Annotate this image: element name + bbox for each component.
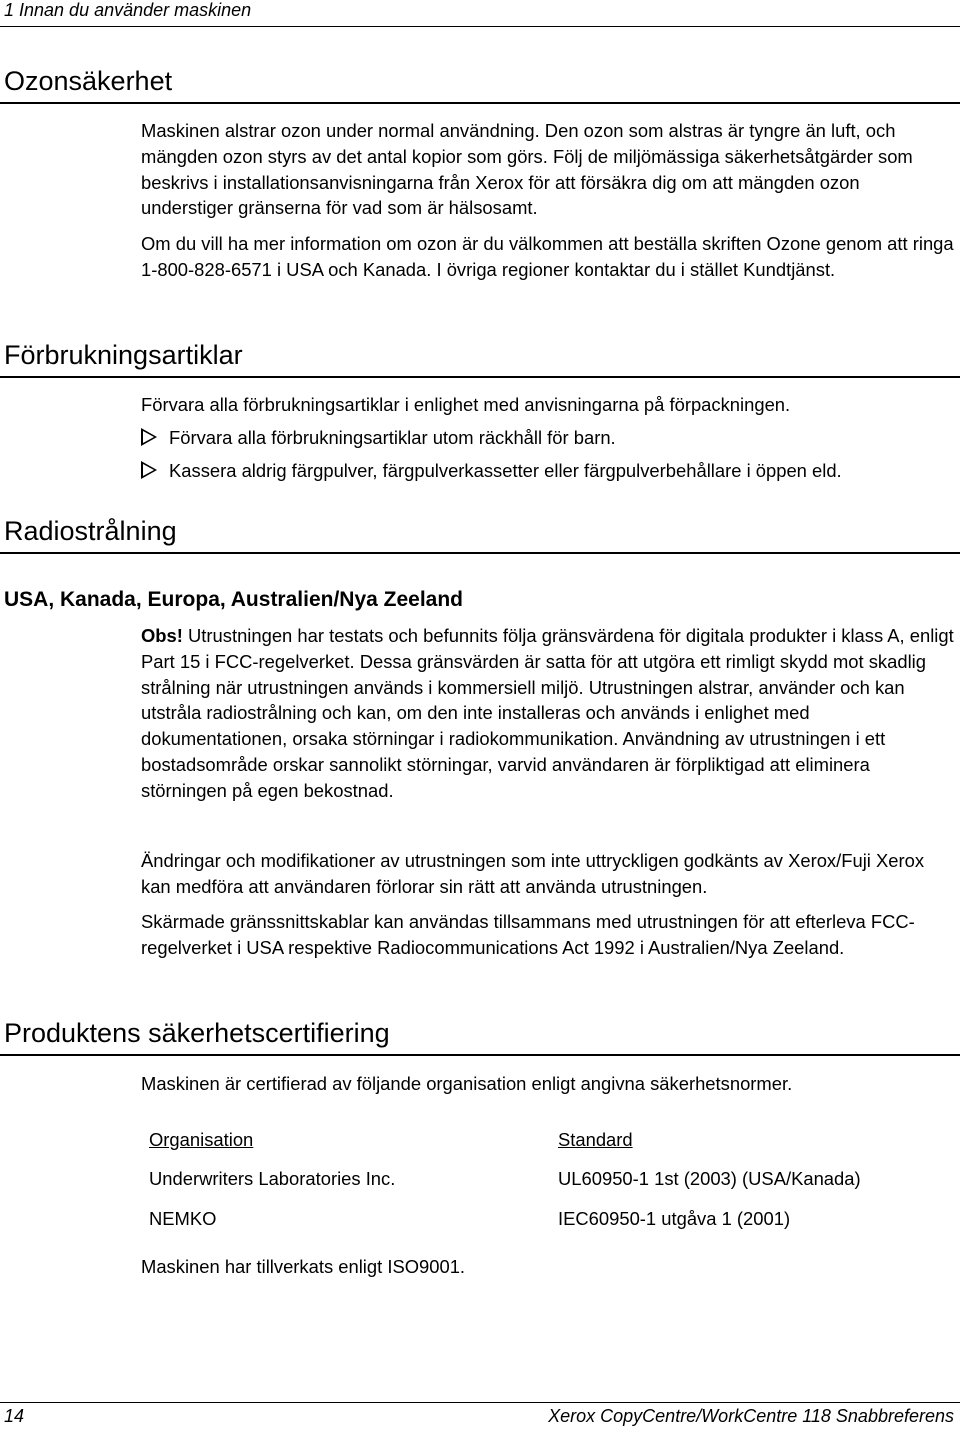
column-header-organisation: Organisation <box>149 1129 254 1150</box>
chapter-title: 1 Innan du använder maskinen <box>4 0 252 20</box>
table-cell-org: Underwriters Laboratories Inc. <box>149 1168 396 1189</box>
list-item <box>141 458 959 484</box>
radio-subtitle: USA, Kanada, Europa, Australien/Nya Zeeland <box>4 588 464 611</box>
section-rule <box>0 1054 960 1056</box>
section-rule <box>0 102 960 104</box>
header-rule <box>0 26 960 27</box>
column-header-standard: Standard <box>558 1129 633 1150</box>
section-title-certification: Produktens säkerhetscertifiering <box>4 1018 390 1048</box>
table-cell-std: UL60950-1 1st (2003) (USA/Kanada) <box>558 1168 861 1189</box>
triangle-bullet-icon <box>141 461 157 479</box>
table-cell-std: IEC60950-1 utgåva 1 (2001) <box>558 1208 791 1229</box>
supplies-intro: Förvara alla förbrukningsartiklar i enlighet med anvisningarna på förpackningen. <box>141 394 791 415</box>
table-cell-org: NEMKO <box>149 1208 217 1229</box>
note-label: Obs! <box>141 625 183 646</box>
ozone-paragraph-2: Om du vill ha mer information om ozon är du välkommen att beställa skriften Ozone genom att ringa 1-800-828-6571 i USA och Kanada. I övriga regioner kontaktar du i stället Kundtjänst. <box>141 233 954 280</box>
section-title-ozone: Ozonsäkerhet <box>4 66 173 96</box>
page-number: 14 <box>4 1406 25 1426</box>
radio-paragraph-2: Ändringar och modifikationer av utrustningen som inte uttryckligen godkänts av Xerox/Fuji Xerox kan medföra att användaren förlorar sin rätt att använda utrustningen. <box>141 850 925 897</box>
section-title-radio: Radiostrålning <box>4 516 177 546</box>
certification-intro: Maskinen är certifierad av följande organisation enligt angivna säkerhetsnormer. <box>141 1073 793 1094</box>
note-text: Utrustningen har testats och befunnits följa gränsvärdena för digitala produkter i klass A, enligt Part 15 i FCC-regelverket. Dessa gränsvärden är satta för att utgöra ett rimligt skydd mot skadlig strålning när utrustningen används i kommersiell miljö. Utrustningen alstrar, använder och kan utstråla radiostrålning och kan, om den inte installeras och används i enlighet med dokumentationen, orsaka störningar i radiokommunikation. Användning av utrustningen i ett bostadsområde orskar sannolikt störningar, varvid användaren är förpliktigad att eliminera störningen på egen bekostnad. <box>141 625 954 801</box>
bullet-text: Förvara alla förbrukningsartiklar utom räckhåll för barn. <box>169 427 616 448</box>
section-title-supplies: Förbrukningsartiklar <box>4 340 243 370</box>
list-item <box>141 425 959 451</box>
triangle-bullet-icon <box>141 428 157 446</box>
product-name: Xerox CopyCentre/WorkCentre 118 Snabbreferens <box>548 1406 954 1426</box>
certification-footer-note: Maskinen har tillverkats enligt ISO9001. <box>141 1256 466 1277</box>
radio-paragraph-3: Skärmade gränssnittskablar kan användas tillsammans med utrustningen för att efterleva FCC-regelverket i USA respektive Radiocommunications Act 1992 i Australien/Nya Zeeland. <box>141 911 915 958</box>
bullet-text: Kassera aldrig färgpulver, färgpulverkassetter eller färgpulverbehållare i öppen eld. <box>169 460 842 481</box>
section-rule <box>0 552 960 554</box>
radio-note <box>141 623 956 804</box>
footer-rule <box>0 1402 960 1403</box>
ozone-paragraph-1: Maskinen alstrar ozon under normal användning. Den ozon som alstras är tyngre än luft, och mängden ozon styrs av det antal kopior som görs. Följ de miljömässiga säkerhetsåtgärder som beskrivs i installationsanvisningarna från Xerox för att försäkra dig om att mängden ozon understiger gränserna för vad som är hälsosamt. <box>141 120 913 219</box>
section-rule <box>0 376 960 378</box>
